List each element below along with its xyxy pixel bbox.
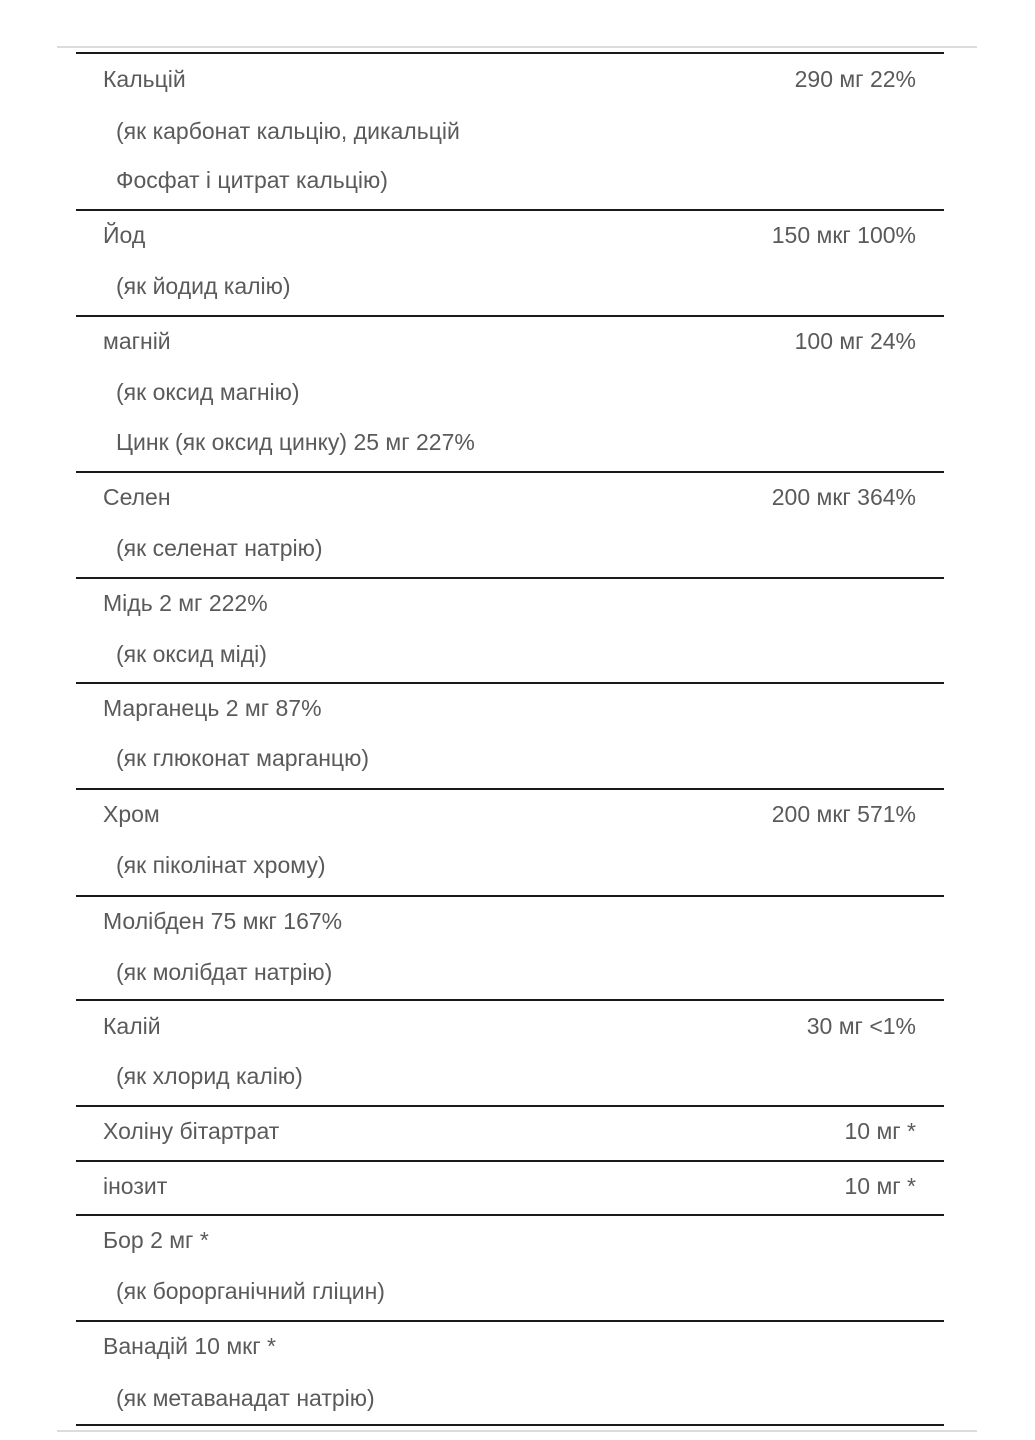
table-row	[76, 1320, 944, 1426]
nutrient-source: (як метаванадат натрію)	[116, 1385, 375, 1411]
nutrient-amount: 200 мкг 571%	[771, 801, 916, 827]
nutrient-table	[76, 52, 944, 1426]
nutrient-source: (як глюконат марганцю)	[116, 745, 369, 771]
nutrient-name: інозит	[103, 1173, 168, 1199]
nutrient-amount: 200 мкг 364%	[771, 484, 916, 510]
nutrient-amount: 100 мг 24%	[794, 328, 916, 354]
table-row	[76, 1214, 944, 1320]
table-row	[76, 1105, 944, 1160]
bottom-divider	[57, 1430, 977, 1432]
nutrient-name: Калій	[103, 1013, 161, 1039]
table-row	[76, 999, 944, 1105]
table-row	[76, 315, 944, 471]
nutrient-source: Цинк (як оксид цинку) 25 мг 227%	[116, 429, 475, 455]
nutrient-name: Ванадій 10 мкг *	[103, 1333, 276, 1359]
nutrient-amount: 150 мкг 100%	[771, 222, 916, 248]
nutrient-amount: 10 мг *	[844, 1173, 916, 1199]
nutrient-source: (як борорганічний гліцин)	[116, 1278, 385, 1304]
nutrient-name: Молібден 75 мкг 167%	[103, 908, 343, 934]
nutrient-name: Холіну бітартрат	[103, 1118, 280, 1144]
table-row	[76, 52, 944, 209]
top-divider	[57, 46, 977, 48]
nutrient-source: (як йодид калію)	[116, 273, 291, 299]
table-row	[76, 788, 944, 895]
nutrient-source: (як хлорид калію)	[116, 1063, 303, 1089]
nutrient-source: (як молібдат натрію)	[116, 959, 333, 985]
nutrient-name: Бор 2 мг *	[103, 1227, 209, 1253]
nutrient-source: (як піколінат хрому)	[116, 852, 326, 878]
table-row	[76, 1160, 944, 1214]
nutrient-amount: 290 мг 22%	[794, 66, 916, 92]
nutrient-name: Йод	[103, 222, 146, 248]
nutrient-name: Марганець 2 мг 87%	[103, 695, 322, 721]
nutrient-amount: 30 мг <1%	[806, 1013, 916, 1039]
nutrient-source: Фосфат і цитрат кальцію)	[116, 167, 388, 193]
nutrient-name: Кальцій	[103, 66, 186, 92]
nutrient-name: Селен	[103, 484, 171, 510]
table-row	[76, 209, 944, 315]
table-row	[76, 577, 944, 682]
nutrient-name: Мідь 2 мг 222%	[103, 590, 268, 616]
nutrient-name: магній	[103, 328, 171, 354]
nutrient-name: Хром	[103, 801, 160, 827]
nutrient-source: (як карбонат кальцію, дикальцій	[116, 118, 460, 144]
table-row	[76, 471, 944, 577]
nutrient-source: (як селенат натрію)	[116, 535, 323, 561]
table-row	[76, 895, 944, 999]
nutrient-source: (як оксид магнію)	[116, 379, 300, 405]
table-row	[76, 682, 944, 788]
nutrient-amount: 10 мг *	[844, 1118, 916, 1144]
nutrient-source: (як оксид міді)	[116, 641, 267, 667]
